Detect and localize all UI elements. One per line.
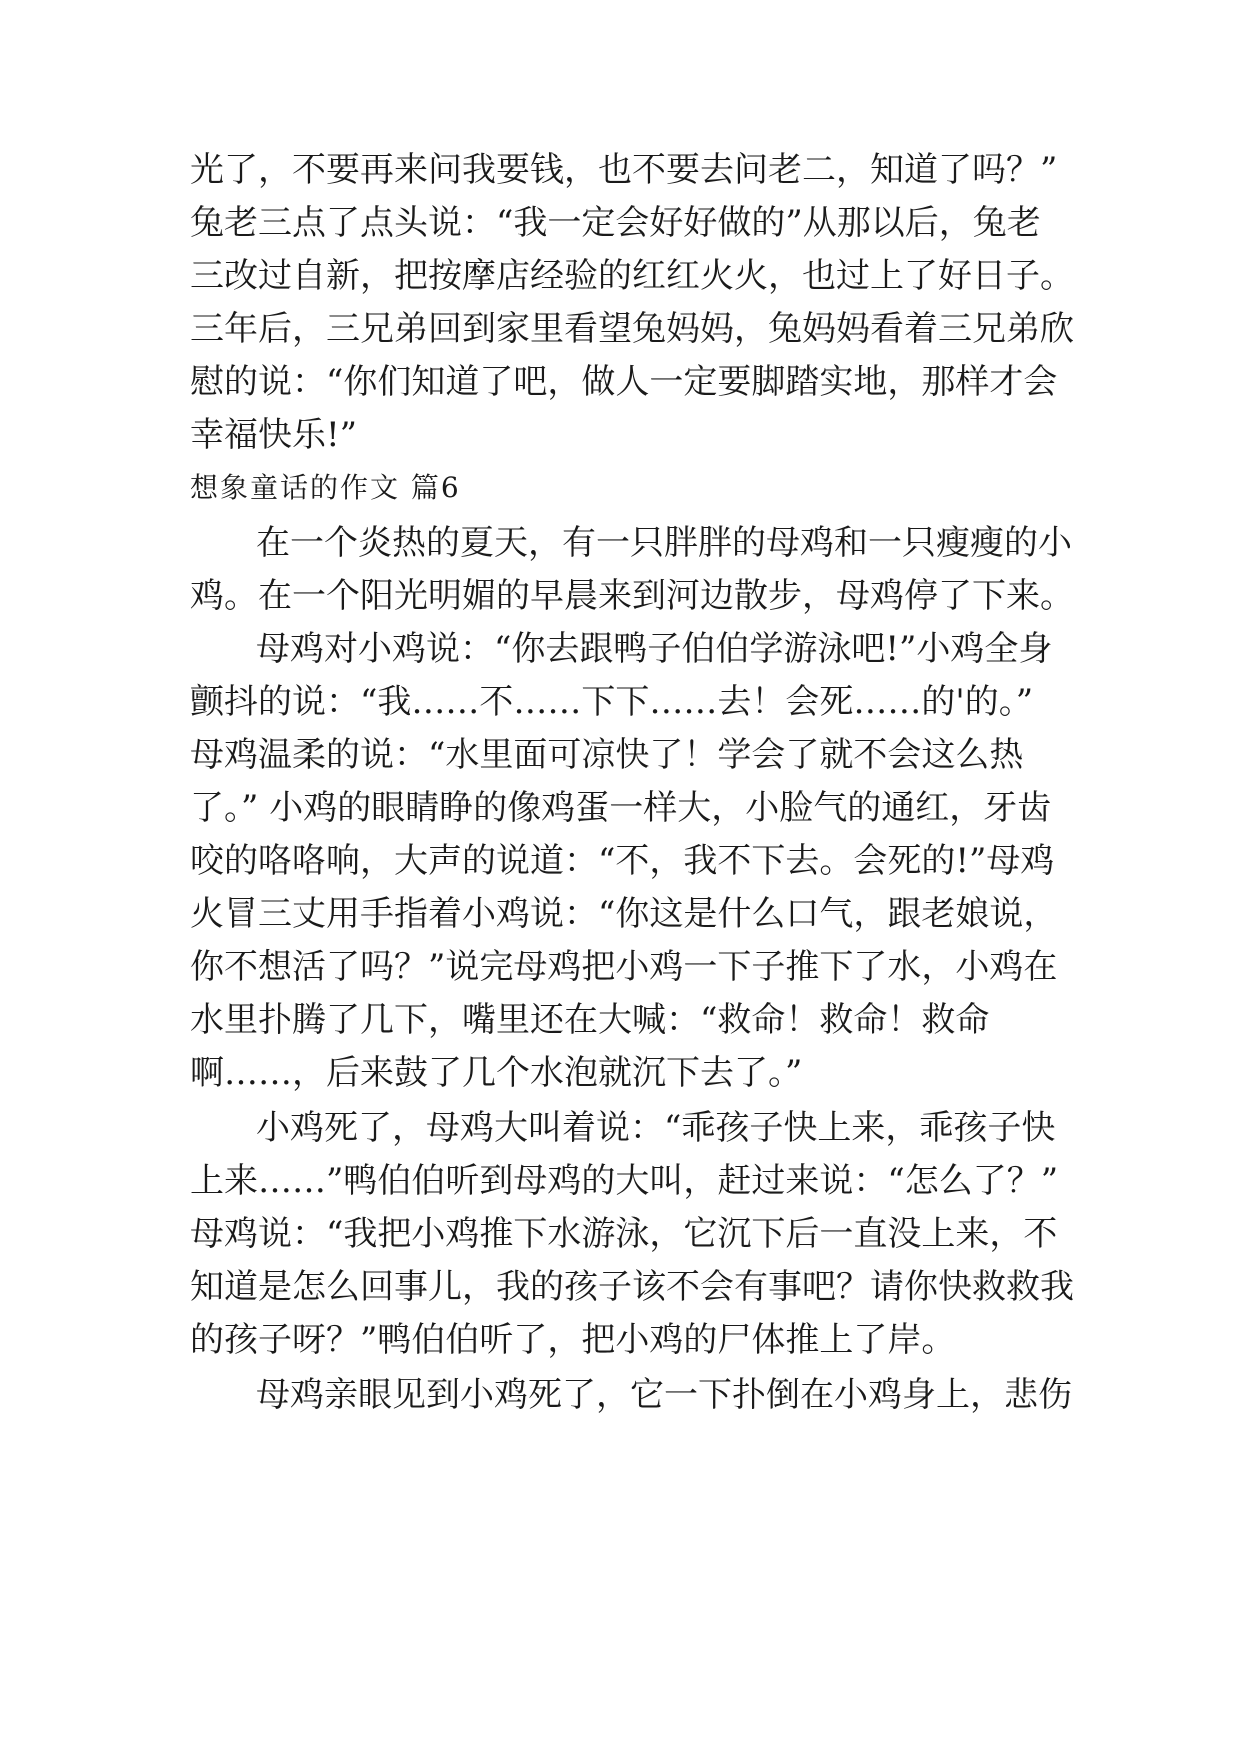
text-line: 火冒三丈用手指着小鸡说：“你这是什么口气，跟老娘说， — [190, 894, 1058, 934]
text-line: 兔老三点了点头说：“我一定会好好做的”从那以后，兔老 — [190, 203, 1041, 243]
paragraph-first-line: 在一个炎热的夏天，有一只胖胖的母鸡和一只瘦瘦的小 — [256, 523, 1072, 563]
text-line: 啊……，后来鼓了几个水泡就沉下去了。” — [190, 1053, 803, 1093]
text-line: 慰的说：“你们知道了吧，做人一定要脚踏实地，那样才会 — [190, 362, 1058, 402]
text-line: 颤抖的说：“我……不……下下……去！会死……的'的。” — [190, 682, 1034, 722]
text-line: 母鸡说：“我把小鸡推下水游泳，它沉下后一直没上来，不 — [190, 1214, 1058, 1254]
text-line: 三年后，三兄弟回到家里看望兔妈妈，兔妈妈看着三兄弟欣 — [190, 309, 1074, 349]
text-line: 鸡。在一个阳光明媚的早晨来到河边散步，母鸡停了下来。 — [190, 576, 1074, 616]
paragraph-first-line: 母鸡亲眼见到小鸡死了，它一下扑倒在小鸡身上，悲伤 — [256, 1375, 1072, 1415]
text-line: 你不想活了吗？”说完母鸡把小鸡一下子推下了水，小鸡在 — [190, 947, 1058, 987]
text-line: 光了，不要再来问我要钱，也不要去问老二，知道了吗？” — [190, 150, 1058, 190]
text-line: 上来……”鸭伯伯听到母鸡的大叫，赶过来说：“怎么了？” — [190, 1161, 1059, 1201]
text-line: 了。” 小鸡的眼睛睁的像鸡蛋一样大，小脸气的通红，牙齿 — [190, 788, 1052, 828]
text-line: 水里扑腾了几下，嘴里还在大喊：“救命！救命！救命 — [190, 1000, 990, 1040]
paragraph-first-line: 小鸡死了，母鸡大叫着说：“乖孩子快上来，乖孩子快 — [256, 1108, 1056, 1148]
text-line: 的孩子呀？”鸭伯伯听了，把小鸡的尸体推上了岸。 — [190, 1320, 956, 1360]
text-line: 母鸡温柔的说：“水里面可凉快了！学会了就不会这么热 — [190, 735, 1024, 775]
section-heading: 想象童话的作文 篇6 — [190, 471, 461, 504]
text-line: 咬的咯咯响，大声的说道：“不，我不下去。会死的!”母鸡 — [190, 841, 1055, 881]
paragraph-first-line: 母鸡对小鸡说：“你去跟鸭子伯伯学游泳吧!”小鸡全身 — [256, 629, 1053, 669]
text-line: 三改过自新，把按摩店经验的红红火火，也过上了好日子。 — [190, 256, 1074, 296]
text-line: 幸福快乐!” — [190, 415, 358, 455]
text-line: 知道是怎么回事儿，我的孩子该不会有事吧？请你快救救我 — [190, 1267, 1074, 1307]
